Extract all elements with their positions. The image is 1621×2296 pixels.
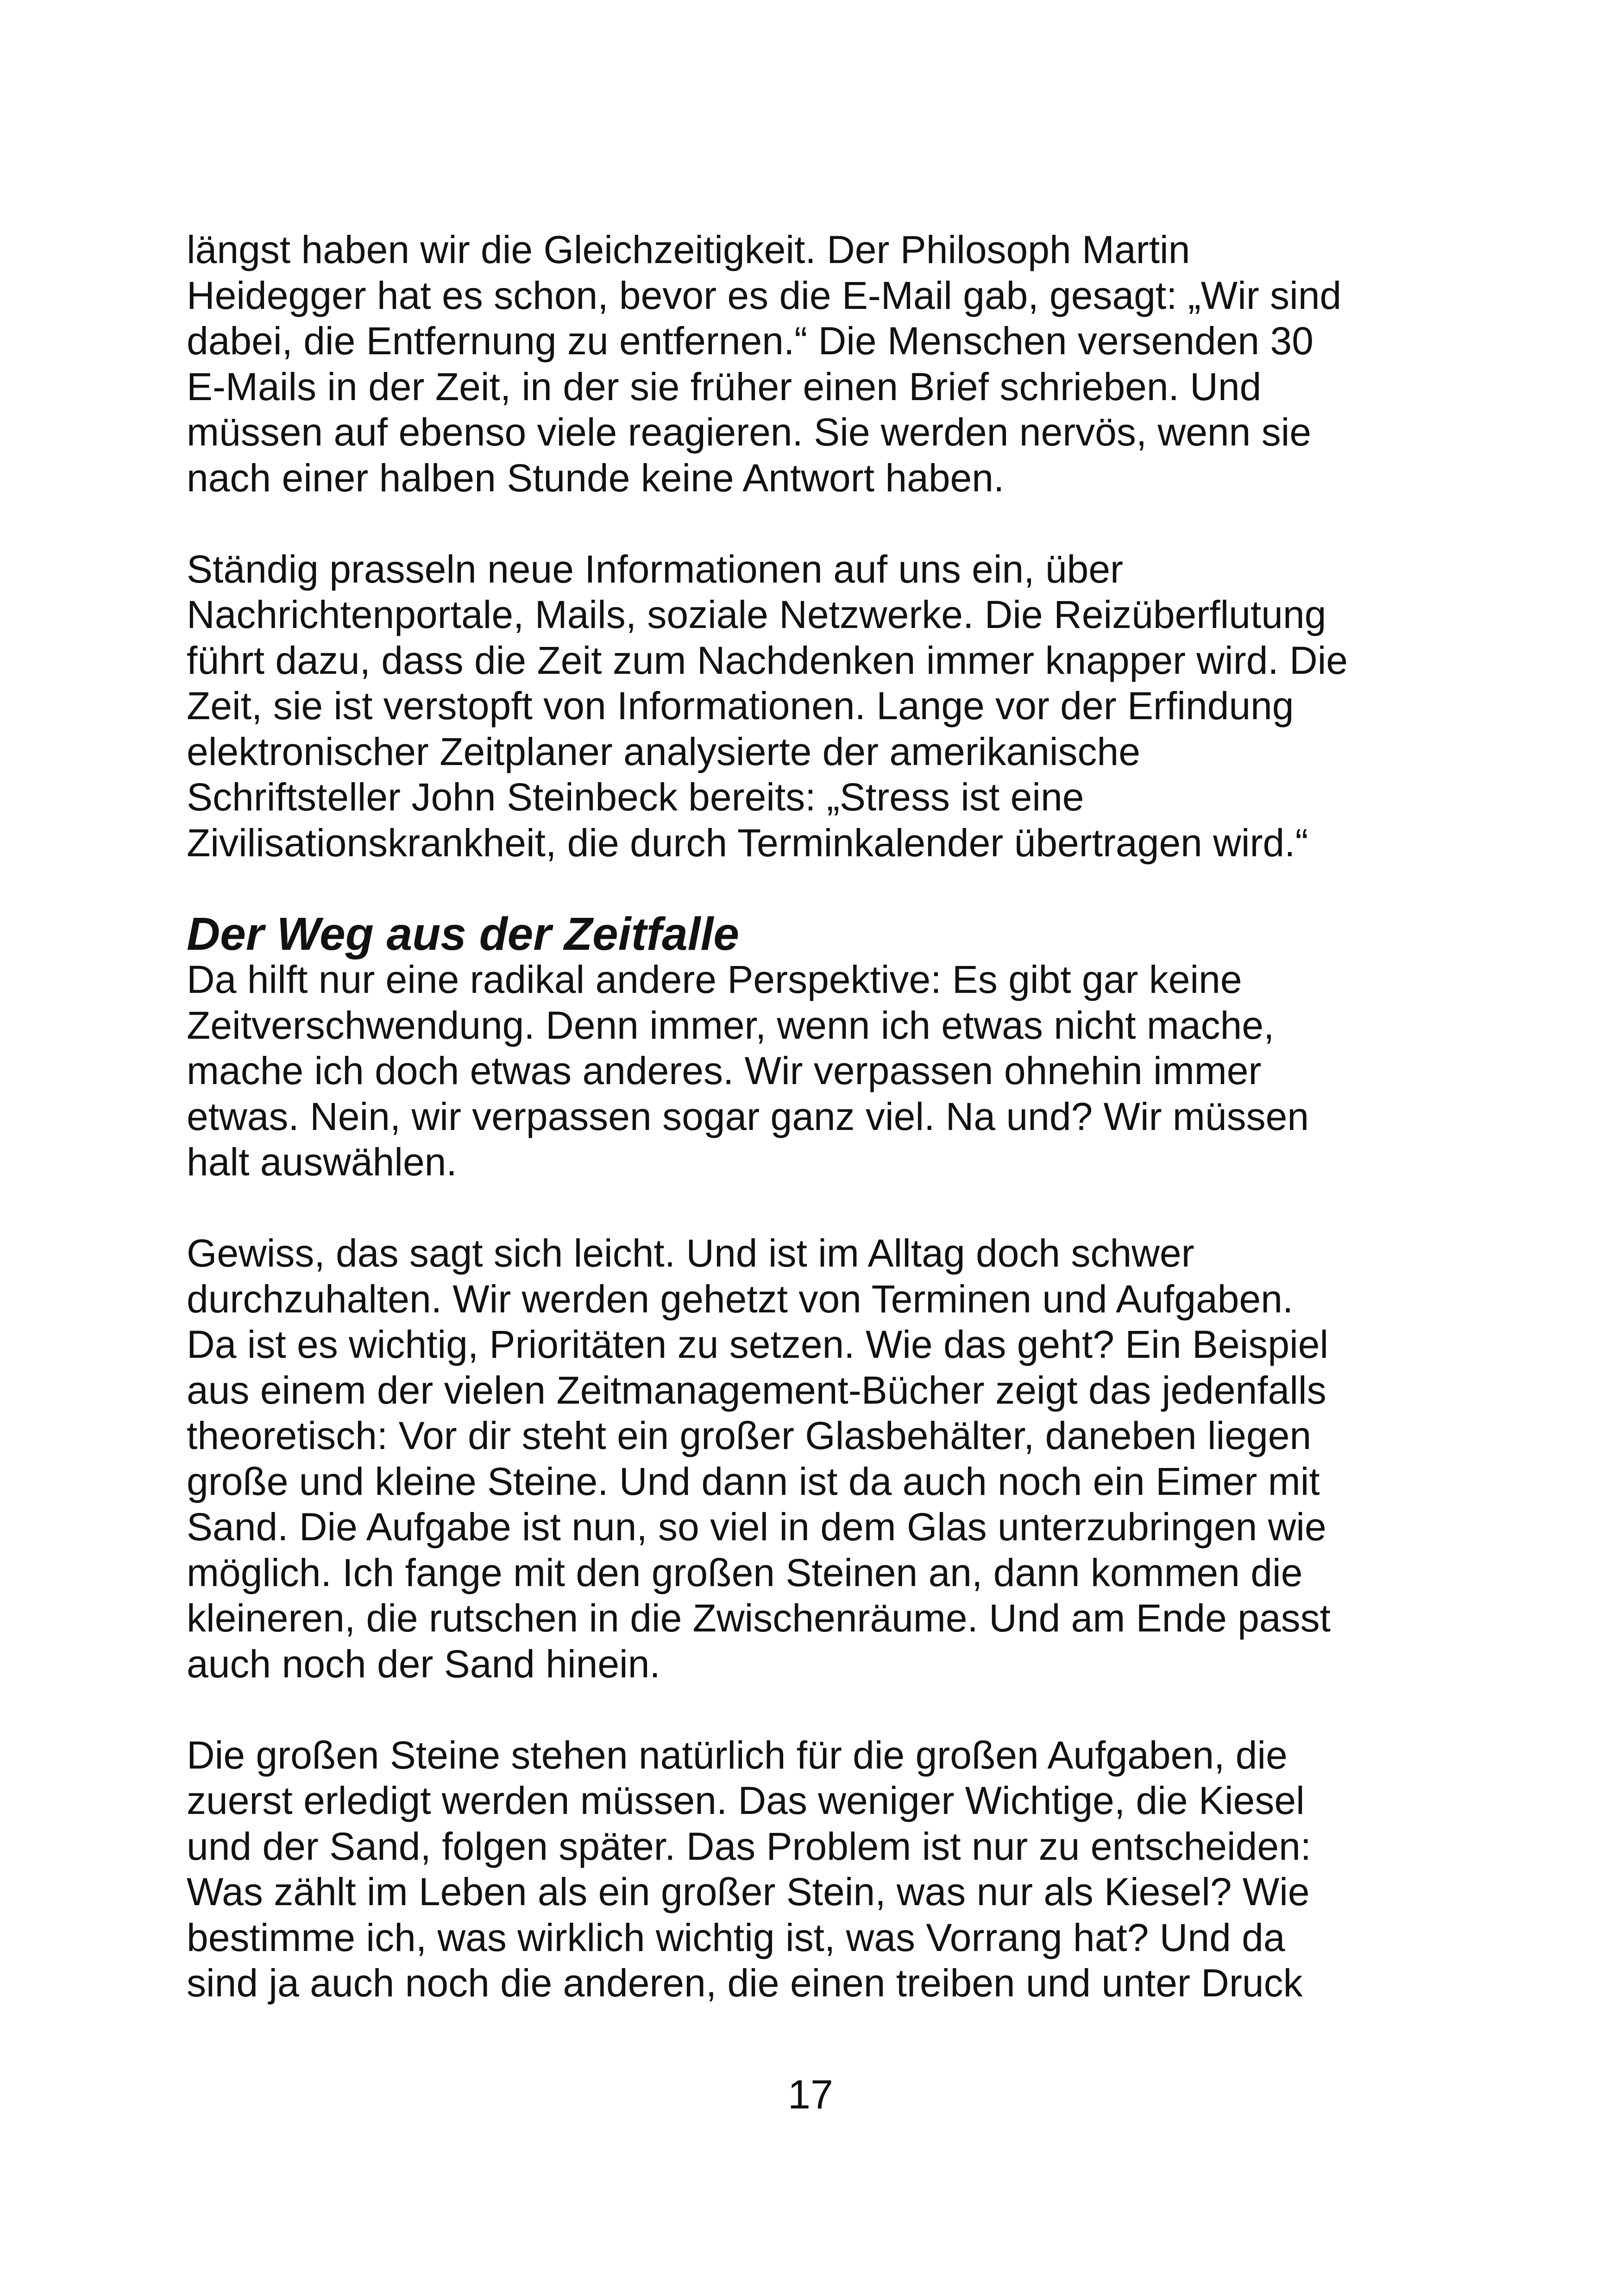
text-line: auch noch der Sand hinein.	[187, 1642, 660, 1686]
text-line: Die großen Steine stehen natürlich für die großen Aufgaben, die	[187, 1733, 1288, 1777]
text-line: durchzuhalten. Wir werden gehetzt von Terminen und Aufgaben.	[187, 1277, 1294, 1321]
paragraph-gap	[187, 501, 1483, 546]
text-line: und der Sand, folgen später. Das Problem ist nur zu entscheiden:	[187, 1824, 1312, 1868]
text-line: sind ja auch noch die anderen, die einen treiben und unter Druck	[187, 1961, 1303, 2005]
text-line: längst haben wir die Gleichzeitigkeit. Der Philosoph Martin	[187, 228, 1190, 271]
text-line: Zeit, sie ist verstopft von Informationen. Lange vor der Erfindung	[187, 684, 1294, 728]
text-line: E-Mails in der Zeit, in der sie früher einen Brief schrieben. Und	[187, 364, 1262, 408]
text-line: zuerst erledigt werden müssen. Das weniger Wichtige, die Kiesel	[187, 1779, 1305, 1822]
text-line: elektronischer Zeitplaner analysierte der amerikanische	[187, 729, 1140, 773]
text-line: halt auswählen.	[187, 1140, 457, 1184]
text-line: kleineren, die rutschen in die Zwischenräume. Und am Ende passt	[187, 1596, 1331, 1640]
text-line: Nachrichtenportale, Mails, soziale Netzwerke. Die Reizüberflutung	[187, 593, 1326, 636]
paragraph-2	[187, 546, 1483, 866]
text-line: mache ich doch etwas anderes. Wir verpassen ohnehin immer	[187, 1049, 1262, 1092]
text-line: Was zählt im Leben als ein großer Stein, was nur als Kiesel? Wie	[187, 1870, 1310, 1913]
text-line: Heidegger hat es schon, bevor es die E-Mail gab, gesagt: „Wir sind	[187, 273, 1342, 317]
text-line: Da ist es wichtig, Prioritäten zu setzen. Wie das geht? Ein Beispiel	[187, 1323, 1329, 1366]
text-line: möglich. Ich fange mit den großen Steinen an, dann kommen die	[187, 1550, 1303, 1594]
text-line: nach einer halben Stunde keine Antwort haben.	[187, 456, 1005, 500]
text-line: aus einem der vielen Zeitmanagement-Bücher zeigt das jedenfalls	[187, 1368, 1326, 1412]
paragraph-gap	[187, 1687, 1483, 1732]
text-line: führt dazu, dass die Zeit zum Nachdenken immer knapper wird. Die	[187, 638, 1348, 682]
paragraph-4	[187, 1230, 1483, 1687]
paragraph-3	[187, 957, 1483, 1185]
paragraph-gap	[187, 1185, 1483, 1231]
text-line: bestimme ich, was wirklich wichtig ist, was Vorrang hat? Und da	[187, 1915, 1285, 1959]
text-line: müssen auf ebenso viele reagieren. Sie werden nervös, wenn sie	[187, 410, 1312, 454]
text-line: Da hilft nur eine radikal andere Perspektive: Es gibt gar keine	[187, 958, 1242, 1001]
text-line: Gewiss, das sagt sich leicht. Und ist im Alltag doch schwer	[187, 1231, 1194, 1275]
page-number: 17	[788, 2071, 833, 2117]
text-line: Ständig prasseln neue Informationen auf uns ein, über	[187, 547, 1124, 591]
text-line: etwas. Nein, wir verpassen sogar ganz viel. Na und? Wir müssen	[187, 1094, 1309, 1138]
section-heading: Der Weg aus der Zeitfalle	[187, 908, 739, 960]
text-line: theoretisch: Vor dir steht ein großer Glasbehälter, daneben liegen	[187, 1414, 1312, 1457]
text-line: Sand. Die Aufgabe ist nun, so viel in dem Glas unterzubringen wie	[187, 1505, 1326, 1549]
text-line: große und kleine Steine. Und dann ist da auch noch ein Eimer mit	[187, 1459, 1320, 1503]
text-line: Zeitverschwendung. Denn immer, wenn ich etwas nicht mache,	[187, 1003, 1275, 1047]
text-line: Schriftsteller John Steinbeck bereits: „Stress ist eine	[187, 775, 1084, 819]
text-line: dabei, die Entfernung zu entfernen.“ Die Menschen versenden 30	[187, 319, 1313, 363]
body-text	[187, 227, 1483, 2006]
text-line: Zivilisationskrankheit, die durch Terminkalender übertragen wird.“	[187, 821, 1308, 865]
paragraph-gap	[187, 866, 1483, 911]
paragraph-5	[187, 1732, 1483, 2006]
paragraph-1	[187, 227, 1483, 501]
